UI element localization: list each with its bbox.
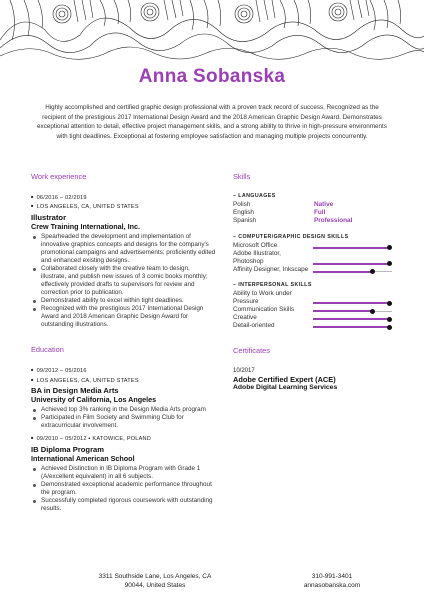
skill-bar-fill	[313, 271, 372, 273]
location-separator: ▪	[86, 436, 93, 443]
skill-bar-fill	[313, 326, 389, 328]
language-row	[233, 209, 398, 217]
education-bullets	[31, 465, 216, 513]
skill-bar-fill	[313, 263, 389, 265]
education-dates: ■ 09/2012 – 05/2016	[31, 366, 216, 375]
education-school: University of California, Los Angeles	[31, 395, 157, 404]
skill-row	[233, 306, 398, 314]
job-company: Crew Training International, Inc.	[31, 221, 141, 231]
section-title-skills: Skills	[233, 172, 251, 181]
right-column	[233, 172, 398, 392]
certificate-date: 10/2017	[233, 367, 255, 374]
education-entry	[31, 434, 216, 513]
education-dates: 09/2010 – 05/2012	[36, 436, 87, 443]
skill-level-dot	[370, 269, 375, 274]
skill-name: Microsoft Office	[233, 242, 278, 250]
language-row	[233, 201, 398, 209]
language-name: Polish	[233, 201, 251, 208]
skill-bar-fill	[313, 247, 389, 249]
list-item: Demonstrated exceptional academic performance throughout the program.	[31, 481, 216, 497]
skill-level-dot	[387, 325, 392, 330]
certificate-title: Adobe Certified Expert (ACE)	[233, 374, 336, 384]
skill-name: Communication Skills	[233, 306, 295, 313]
skill-level-bar	[313, 306, 392, 314]
skill-level-bar	[313, 242, 392, 250]
education-degree: IB Diploma Program	[31, 444, 104, 454]
profile-summary: Highly accomplished and certified graphic design professional with a proven track record of success. Recognized as the recipient of the prestigious 2017 International Design Award and the 2018 American Graphic Design Award. Demonstrates exceptional attention to detail, effective project management skills, and a strong ability to thrive in high-pressure environments with tight deadlines. Exceptional at fostering employee satisfaction and managing multiple projects concurrently.	[37, 104, 387, 141]
phone-number: 310-991-3401	[311, 573, 353, 580]
list-item: Demonstrated ability to excel within tight deadlines.	[31, 297, 216, 305]
language-level: Native	[314, 201, 334, 208]
decorative-header-pattern	[0, 0, 424, 66]
list-item: Spearheaded the development and implementation of innovative graphics concepts and designs for the company's promotional campaigns and advertisements; proficiently edited and enhanced existing designs.	[31, 233, 216, 265]
list-item: Participated in Film Society and Swimming Club for extracurricular involvement.	[31, 414, 216, 430]
address-line-1: 3311 Southside Lane, Los Angeles, CA	[98, 573, 212, 580]
language-name: Spanish	[233, 217, 257, 225]
skill-level-bar	[313, 314, 392, 322]
skill-name: Creative	[233, 314, 257, 321]
skill-bar-fill	[313, 310, 372, 312]
languages-title: – LANGUAGES	[233, 193, 276, 199]
skill-row	[233, 242, 398, 250]
language-row	[233, 217, 398, 225]
footer-contact	[277, 572, 387, 590]
address-line-2: 90044, United States	[124, 582, 186, 589]
candidate-name: Anna Sobanska	[138, 66, 286, 87]
list-item: Collaborated closely with the creative team to design, illustrate, and publish new issues of 3 comic books monthly; effectively provided drafts to supervisors for review and correction prior to publication.	[31, 265, 216, 297]
certificate-entry	[233, 367, 398, 393]
education-bullets	[31, 406, 216, 430]
skill-name: Detail-oriented	[233, 322, 275, 329]
footer-address	[65, 572, 245, 590]
skill-row	[233, 266, 398, 274]
list-item: Successfully completed rigorous coursework with outstanding results.	[31, 497, 216, 513]
skill-level-bar	[313, 258, 392, 266]
job-entry	[31, 193, 216, 329]
job-location: ■ LOS ANGELES, CA, UNITED STATES	[31, 202, 216, 211]
skill-name: Affinity Designer, Inkscape	[233, 266, 309, 274]
education-location: ■ LOS ANGELES, CA, UNITED STATES	[31, 376, 216, 385]
section-title-certificates: Certificates	[233, 345, 270, 355]
education-school: International American School	[31, 453, 135, 463]
skill-row	[233, 250, 398, 266]
job-dates: ■ 06/2016 – 02/2019	[31, 193, 216, 202]
left-column	[31, 172, 216, 516]
skill-bar-fill	[313, 318, 389, 320]
job-title: Illustrator	[31, 212, 67, 222]
skill-level-bar	[313, 298, 392, 306]
job-bullets	[31, 233, 216, 329]
list-item: Achieved top 3% ranking in the Design Media Arts program	[31, 406, 216, 414]
skill-row	[233, 314, 398, 322]
list-item: Recognized with the prestigious 2017 International Design Award and 2018 American Graphic Design Award for outstanding illustrations.	[31, 305, 216, 329]
education-degree: BA in Design Media Arts	[31, 386, 119, 395]
skill-row	[233, 290, 398, 306]
certificate-org: Adobe Digital Learning Services	[233, 383, 338, 391]
skill-level-bar	[313, 266, 392, 274]
computer-skills-title: – COMPUTER/GRAPHIC DESIGN SKILLS	[233, 234, 349, 241]
interpersonal-skills-title: – INTERPERSONAL SKILLS	[233, 282, 312, 289]
skill-name: Ability to Work under Pressure	[233, 290, 292, 305]
language-level: Full	[314, 209, 326, 217]
skill-level-bar	[313, 322, 392, 330]
list-item: Achieved Distinction in IB Diploma Program with Grade 1 (A/excellent equivalent) in all 6 subjects.	[31, 465, 216, 481]
language-level: Professional	[314, 217, 353, 225]
skill-row	[233, 322, 398, 330]
education-dates-location	[31, 434, 216, 443]
skill-name: Adobe Illustrator, Photoshop	[233, 250, 281, 266]
section-title-education: Education	[31, 345, 64, 355]
skill-bar-fill	[313, 302, 389, 304]
section-title-work: Work experience	[31, 172, 87, 181]
education-location: KATOWICE, POLAND	[92, 436, 152, 443]
email-link[interactable]: annasobanska.com	[303, 582, 361, 589]
education-entry	[31, 366, 216, 430]
language-name: English	[233, 209, 254, 217]
